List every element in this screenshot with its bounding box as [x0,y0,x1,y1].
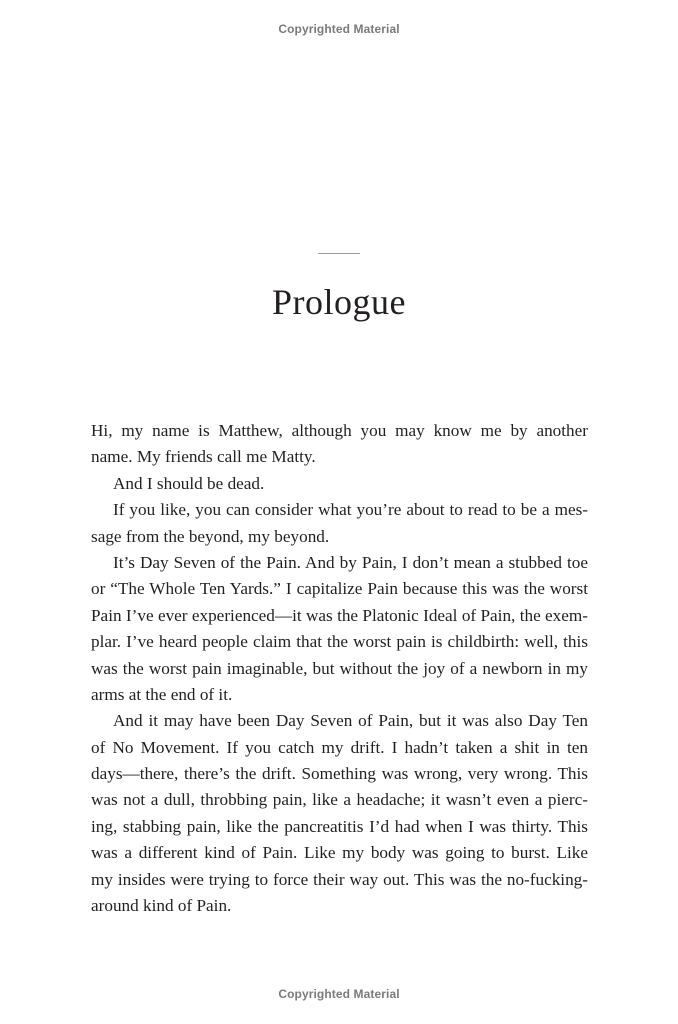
copyright-watermark-top: Copyrighted Material [278,22,400,36]
text-line: If you like, you can consider what you’re about to read to be a mes- [113,500,588,520]
text-line: days—there, there’s the drift. Something was wrong, very wrong. This [91,764,588,784]
text-line: name. My friends call me Matty. [91,447,316,467]
text-line: It’s Day Seven of the Pain. And by Pain, I don’t mean a stubbed toe [113,552,588,572]
chapter-title: Prologue [272,282,406,322]
text-line: plar. I’ve heard people claim that the worst pain is childbirth: well, this [91,632,588,652]
chapter-divider-rule [318,253,360,254]
text-line: my insides were trying to force their way out. This was the no-fucking- [91,869,588,889]
prologue-body-text [91,418,588,919]
text-line: was a different kind of Pain. Like my body was going to burst. Like [91,843,588,863]
text-line: Hi, my name is Matthew, although you may know me by another [91,421,588,440]
text-line: And it may have been Day Seven of Pain, but it was also Day Ten [113,711,588,731]
text-line: And I should be dead. [113,473,265,493]
text-line: Pain I’ve ever experienced—it was the Platonic Ideal of Pain, the exem- [91,605,588,625]
text-line: of No Movement. If you catch my drift. I hadn’t taken a shit in ten [91,737,588,757]
text-line: was the worst pain imaginable, but without the joy of a newborn in my [91,658,588,678]
text-line: around kind of Pain. [91,896,232,916]
text-line: arms at the end of it. [91,684,233,704]
text-line: or “The Whole Ten Yards.” I capitalize Pain because this was the worst [91,579,588,599]
text-line: sage from the beyond, my beyond. [91,526,330,546]
text-line: was not a dull, throbbing pain, like a headache; it wasn’t even a pierc- [91,790,588,810]
text-line: ing, stabbing pain, like the pancreatitis I’d had when I was thirty. This [91,816,588,836]
copyright-watermark-bottom: Copyrighted Material [278,987,400,1001]
